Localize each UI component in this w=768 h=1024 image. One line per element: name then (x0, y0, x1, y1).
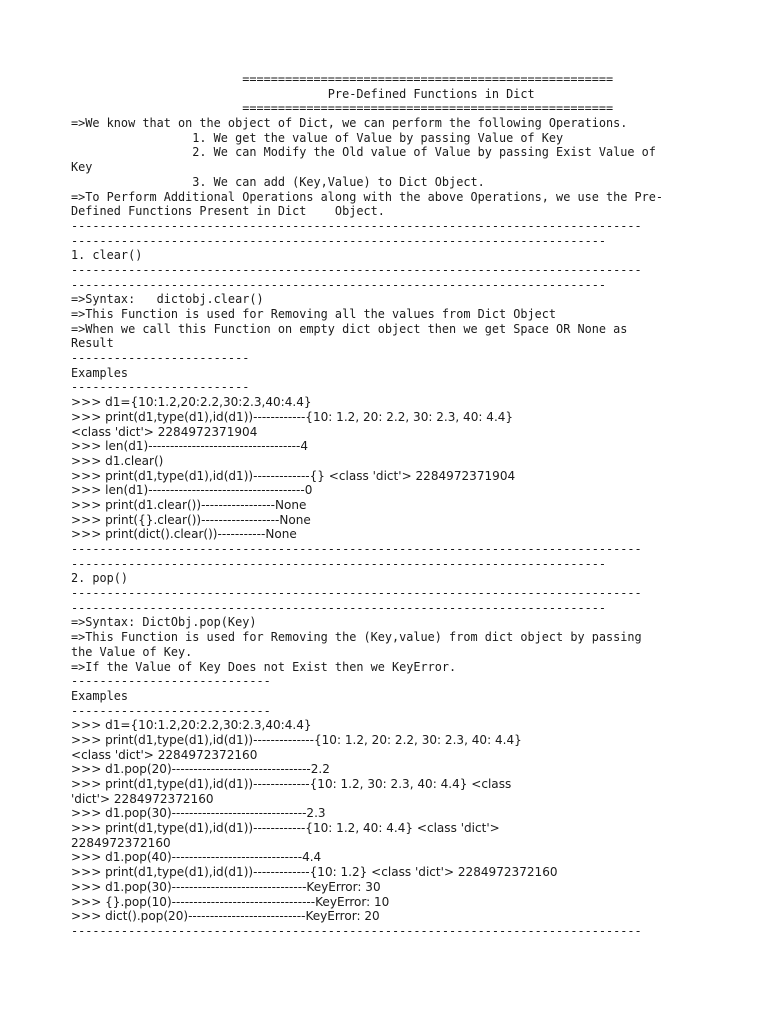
text-line: =>To Perform Additional Operations along with the above Operations, we use the Pre- (71, 189, 664, 204)
text-line: Examples (71, 365, 129, 380)
text-line: --------------------------------------------------------------------------- (71, 600, 607, 615)
text-line: =>This Function is used for Removing all the values from Dict Object (71, 307, 557, 321)
text-line: -------------------------------------------------------------------------------- (71, 542, 642, 556)
text-line: =>Syntax: DictObj.pop(Key) (71, 615, 257, 630)
text-line: --------------------------------------------------------------------------- (71, 277, 607, 292)
text-line: 2284972372160 (71, 835, 171, 850)
text-line: =>When we call this Function on empty dict object then we get Space OR None as (71, 321, 628, 336)
text-line: =>Syntax: dictobj.clear() (71, 292, 264, 307)
text-line: >>> print(d1,type(d1),id(d1))------------{10: 1.2, 20: 2.2, 30: 2.3, 40: 4.4} (71, 409, 514, 424)
text-line: --------------------------------------------------------------------------- (71, 556, 607, 571)
text-line: >>> d1.clear() (71, 453, 164, 468)
text-line: ---------------------------- (71, 703, 271, 718)
text-line: >>> d1.pop(30)-------------------------------2.3 (71, 806, 326, 821)
text-line: =>This Function is used for Removing the (Key,value) from dict object by passing (71, 630, 642, 645)
text-line: ==================================================== (71, 101, 614, 116)
text-line: the Value of Key. (71, 644, 193, 659)
text-line: >>> dict().pop(20)---------------------------KeyError: 20 (71, 909, 380, 924)
text-line: ==================================================== (71, 72, 614, 86)
text-line: ---------------------------- (71, 674, 271, 689)
text-line: =>If the Value of Key Does not Exist then we KeyError. (71, 659, 457, 674)
text-line: -------------------------------------------------------------------------------- (71, 586, 642, 601)
text-line: >>> print(d1,type(d1),id(d1))--------------{10: 1.2, 20: 2.2, 30: 2.3, 40: 4.4} (71, 732, 522, 747)
text-line: Key (71, 160, 93, 175)
text-line: 3. We can add (Key,Value) to Dict Object. (71, 174, 485, 189)
text-line: Defined Functions Present in Dict Object. (71, 204, 385, 219)
text-line: >>> d1.pop(30)-------------------------------KeyError: 30 (71, 879, 381, 894)
text-line: <class 'dict'> 2284972372160 (71, 747, 258, 762)
text-line: --------------------------------------------------------------------------- (71, 233, 607, 248)
text-line: =>We know that on the object of Dict, we can perform the following Operations. (71, 116, 628, 131)
document-page (71, 72, 711, 939)
text-line: -------------------------------------------------------------------------------- (71, 923, 642, 938)
text-line: 2. We can Modify the Old value of Value by passing Exist Value of (71, 145, 656, 160)
text-line: ------------------------- (71, 351, 250, 366)
text-line: >>> d1={10:1.2,20:2.2,30:2.3,40:4.4} (71, 395, 312, 410)
text-line: >>> len(d1)------------------------------------0 (71, 483, 313, 498)
text-line: >>> print(d1,type(d1),id(d1))-------------{10: 1.2} <class 'dict'> 2284972372160 (71, 865, 558, 880)
text-line: ------------------------- (71, 380, 250, 395)
text-line: -------------------------------------------------------------------------------- (71, 218, 642, 233)
text-line: <class 'dict'> 2284972371904 (71, 424, 258, 439)
text-line: 'dict'> 2284972372160 (71, 791, 214, 806)
text-line: >>> print(d1,type(d1),id(d1))------------{10: 1.2, 40: 4.4} <class 'dict'> (71, 821, 500, 836)
text-line: >>> d1.pop(40)------------------------------4.4 (71, 850, 322, 865)
text-line: >>> d1.pop(20)--------------------------------2.2 (71, 762, 330, 777)
text-line: >>> print(dict().clear())-----------None (71, 527, 297, 542)
text-line: 1. We get the value of Value by passing Value of Key (71, 130, 564, 145)
text-line: >>> print({}.clear())------------------None (71, 512, 311, 527)
text-line: >>> d1={10:1.2,20:2.2,30:2.3,40:4.4} (71, 718, 312, 733)
text-line: >>> print(d1,type(d1),id(d1))-------------{} <class 'dict'> 2284972371904 (71, 468, 516, 483)
text-line: Pre-Defined Functions in Dict (71, 86, 535, 101)
text-line: Result (71, 336, 114, 351)
text-line: >>> print(d1,type(d1),id(d1))-------------{10: 1.2, 30: 2.3, 40: 4.4} <class (71, 777, 512, 791)
text-line: 2. pop() (71, 571, 129, 586)
text-line: >>> len(d1)-----------------------------------4 (71, 439, 309, 454)
text-line: >>> {}.pop(10)---------------------------------KeyError: 10 (71, 894, 390, 909)
text-line: Examples (71, 688, 129, 703)
text-line: >>> print(d1.clear())-----------------None (71, 497, 307, 512)
text-line: -------------------------------------------------------------------------------- (71, 262, 642, 277)
text-line: 1. clear() (71, 248, 143, 263)
